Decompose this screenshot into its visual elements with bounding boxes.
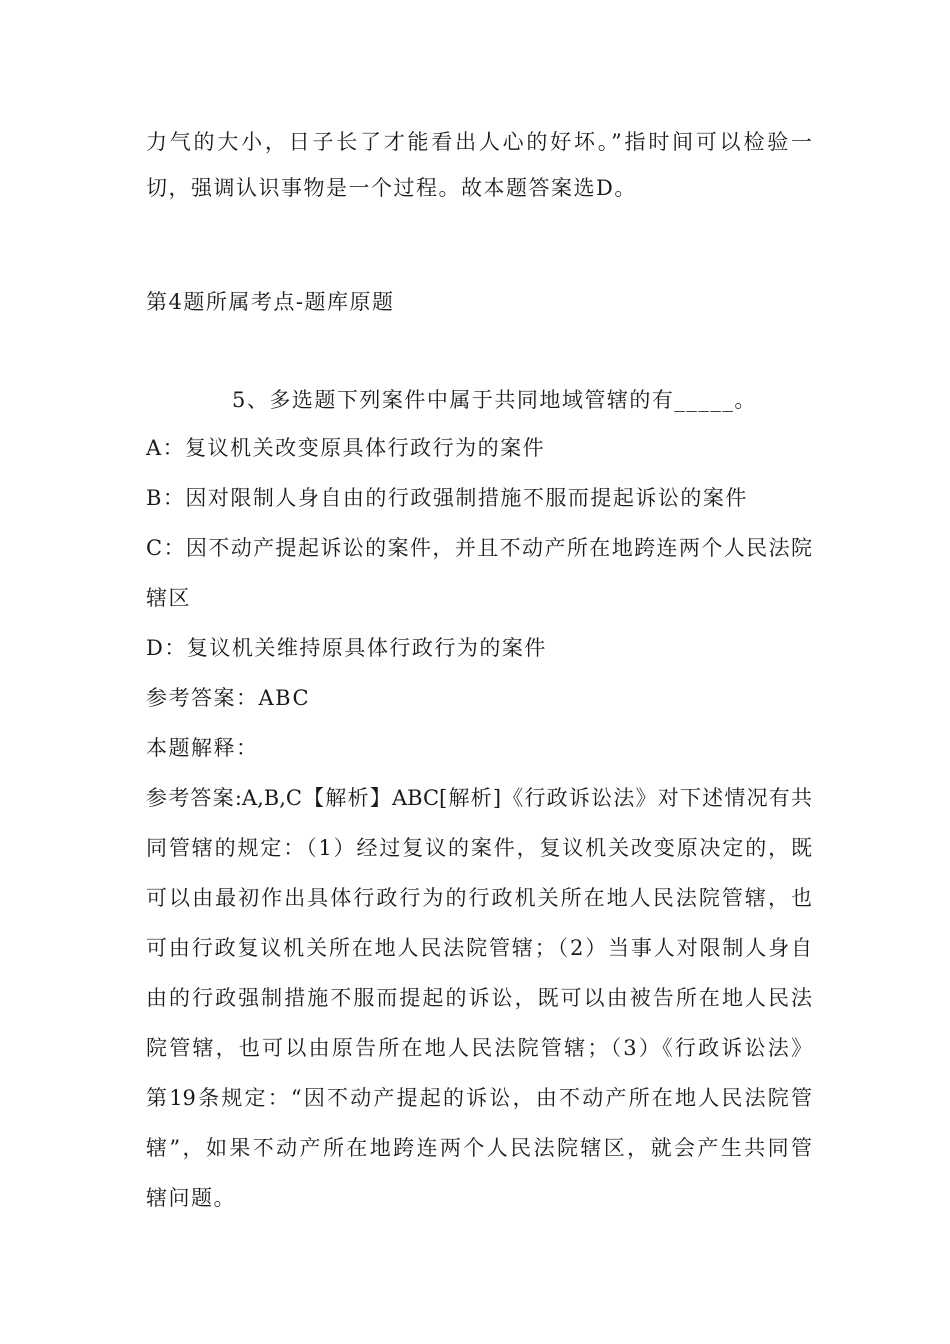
option-b: B：因对限制人身自由的行政强制措施不服而提起诉讼的案件 (146, 486, 748, 510)
option-d: D：复议机关维持原具体行政行为的案件 (146, 636, 547, 660)
option-c: C：因不动产提起诉讼的案件，并且不动产所在地跨连两个人民法院 (146, 536, 812, 560)
explanation-line: 由的行政强制措施不服而提起的诉讼，既可以由被告所在地人民法 (146, 986, 812, 1010)
explanation-line: 院管辖，也可以由原告所在地人民法院管辖；（3）《行政诉讼法》 (146, 1036, 812, 1060)
question-5-stem: 5、多选题下列案件中属于共同地域管辖的有_____。 (232, 388, 757, 412)
q4-topic-label: 第4题所属考点-题库原题 (146, 290, 395, 314)
explanation-label: 本题解释： (146, 736, 259, 760)
explanation-line: 同管辖的规定：（1）经过复议的案件，复议机关改变原决定的，既 (146, 836, 812, 860)
explanation-line: 参考答案:A,B,C【解析】ABC[解析]《行政诉讼法》对下述情况有共 (146, 786, 812, 810)
prev-explanation-line-1: 力气的大小，日子长了才能看出人心的好坏。”指时间可以检验一 (146, 130, 812, 154)
explanation-line: 可由行政复议机关所在地人民法院管辖；（2）当事人对限制人身自 (146, 936, 812, 960)
reference-answer: 参考答案：ABC (146, 686, 311, 710)
explanation-line: 辖”，如果不动产所在地跨连两个人民法院辖区，就会产生共同管 (146, 1136, 812, 1160)
option-c-continued: 辖区 (146, 586, 191, 610)
explanation-line: 辖问题。 (146, 1186, 236, 1210)
option-a: A：复议机关改变原具体行政行为的案件 (146, 436, 546, 460)
prev-explanation-line-2: 切，强调认识事物是一个过程。故本题答案选D。 (146, 176, 637, 200)
explanation-line: 可以由最初作出具体行政行为的行政机关所在地人民法院管辖，也 (146, 886, 812, 910)
explanation-line: 第19条规定：“因不动产提起的诉讼，由不动产所在地人民法院管 (146, 1086, 812, 1110)
